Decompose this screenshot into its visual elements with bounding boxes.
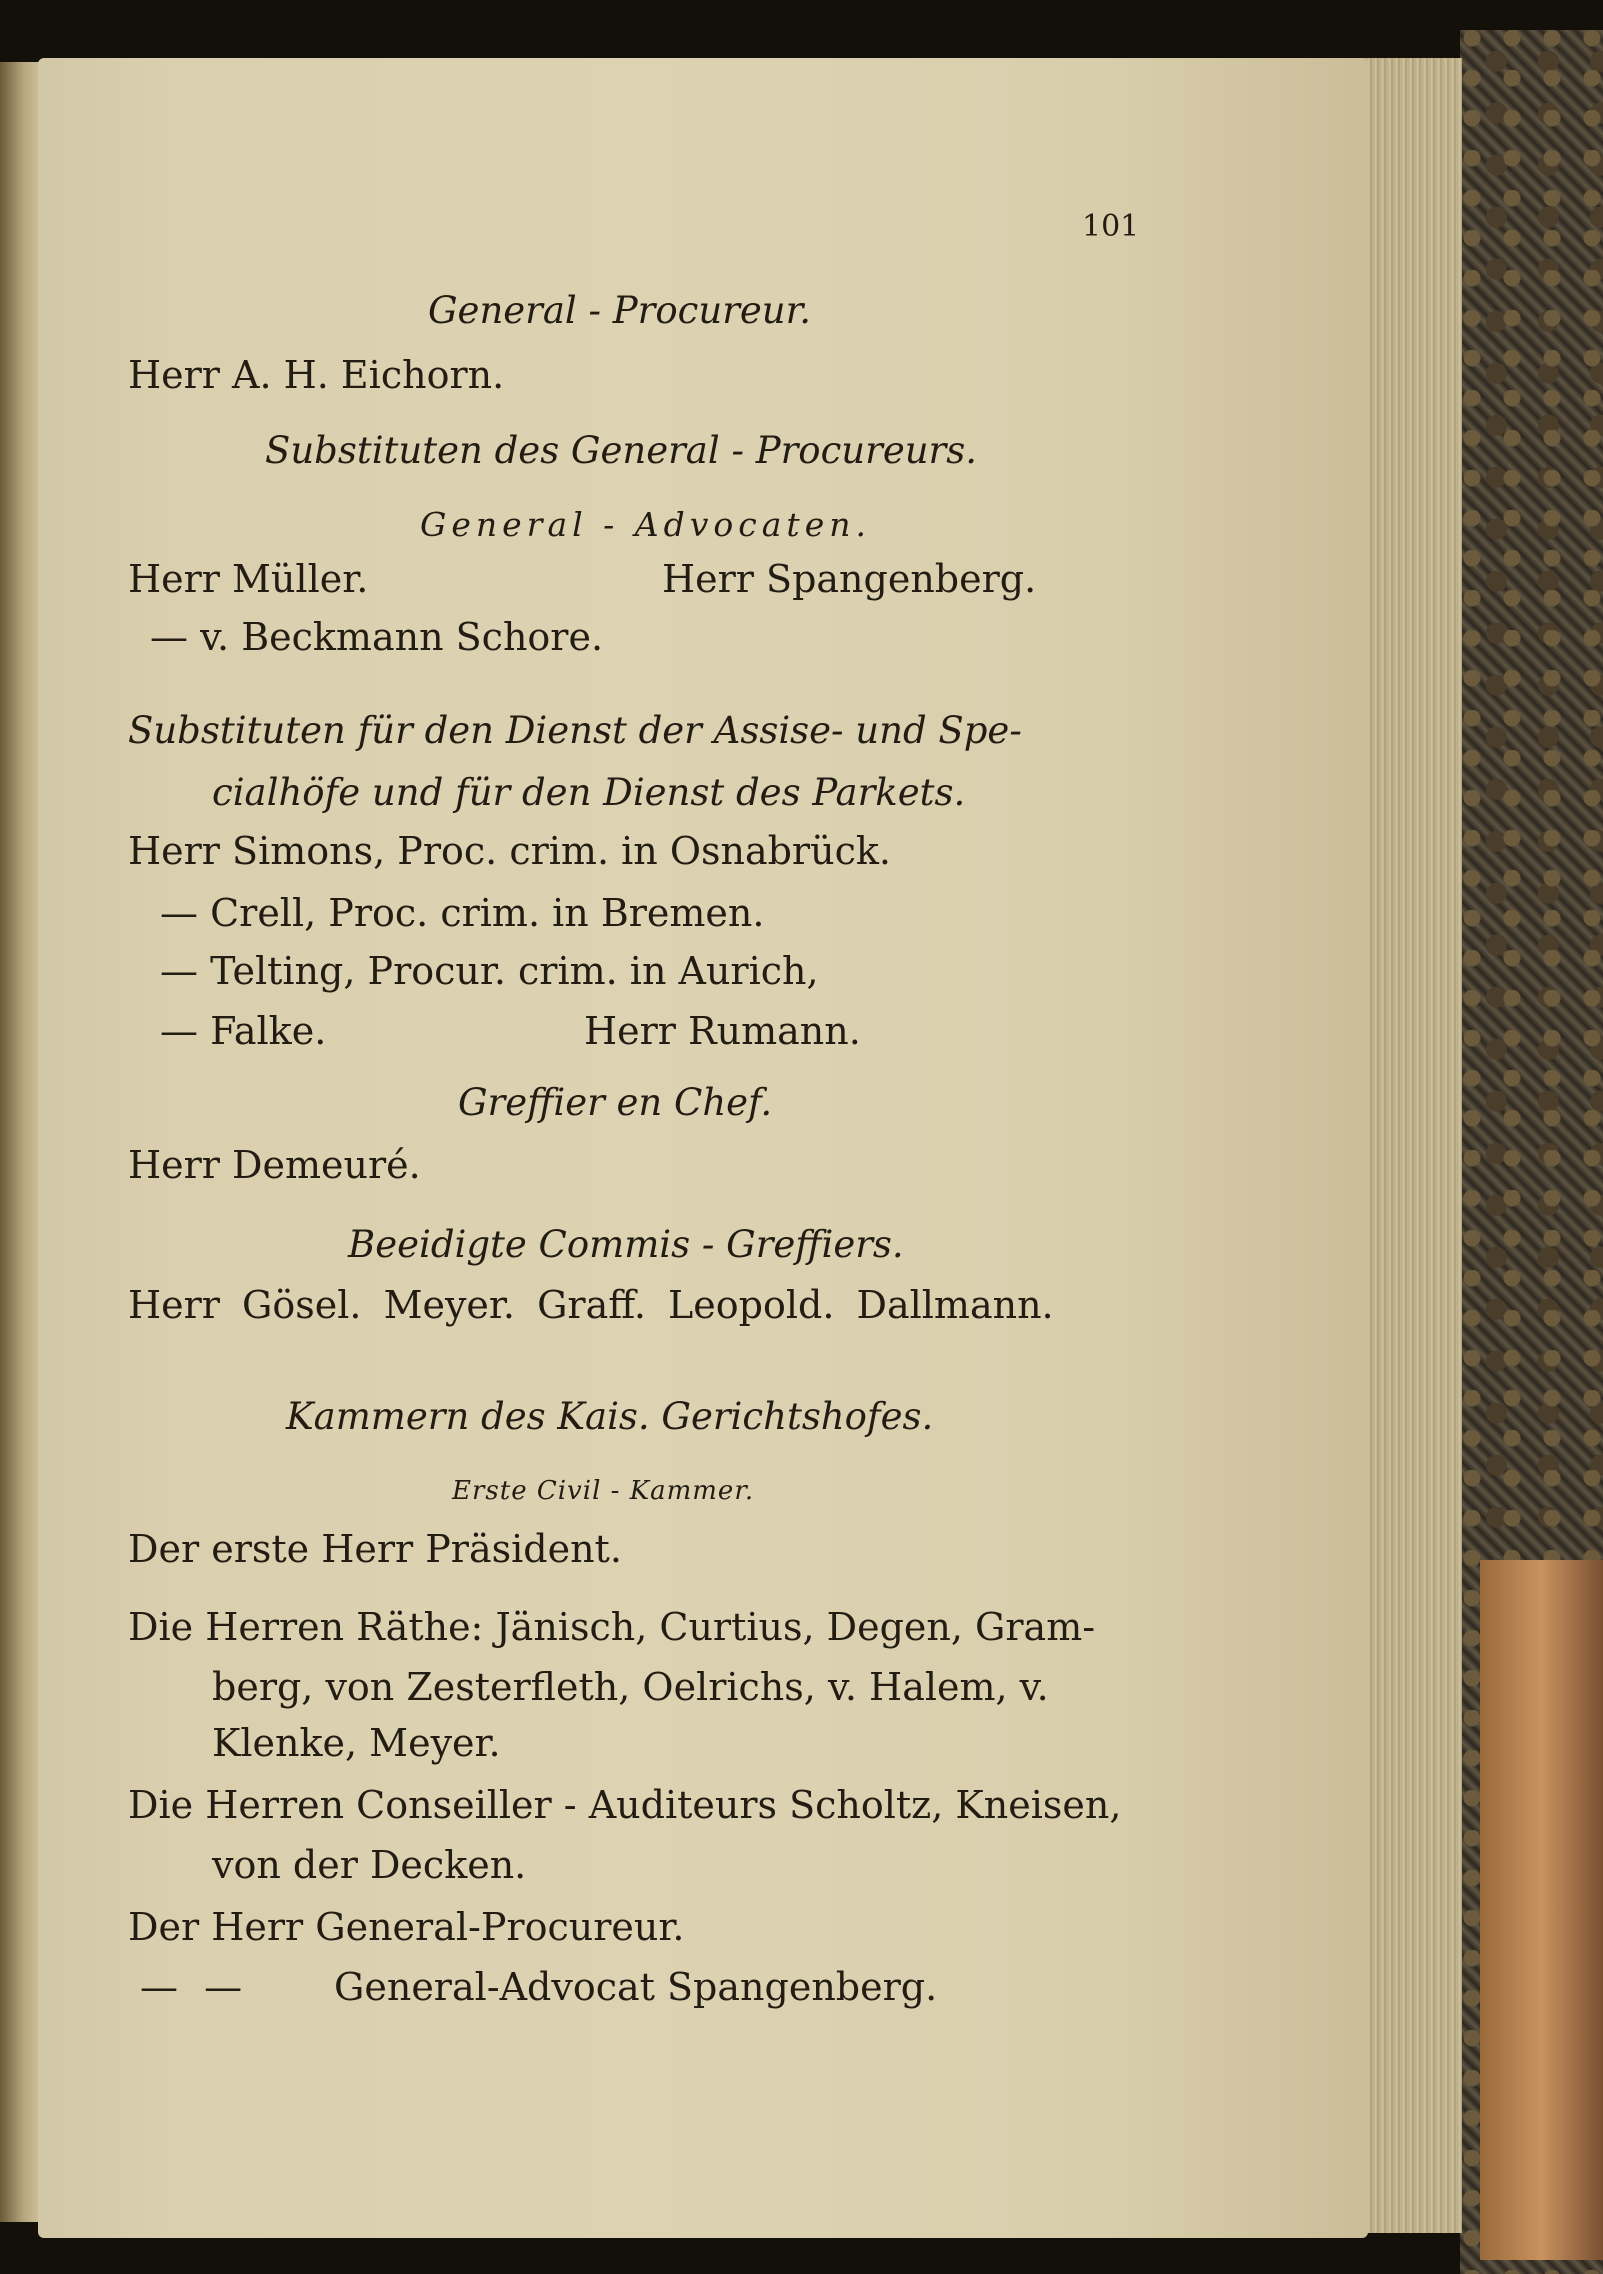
heading-substituten-dienst: Substituten für den Dienst der Assise- und Spe-	[128, 709, 1022, 752]
text-line: — Telting, Procur. crim. in Aurich,	[160, 949, 819, 993]
text-line: Herr Spangenberg.	[662, 557, 1037, 601]
page-number: 101	[1082, 209, 1140, 244]
text-line: Klenke, Meyer.	[212, 1721, 501, 1765]
heading-general-procureur: General - Procureur.	[428, 289, 811, 332]
heading-kammern: Kammern des Kais. Gerichtshofes.	[286, 1395, 934, 1438]
subheading-erste-civil-kammer: Erste Civil - Kammer.	[452, 1476, 755, 1506]
text-line: berg, von Zesterfleth, Oelrichs, v. Halem, v.	[212, 1665, 1049, 1709]
subheading-general-advocaten: General - Advocaten.	[420, 505, 871, 544]
text-line: Der erste Herr Präsident.	[128, 1527, 622, 1571]
text-line: Herr A. H. Eichorn.	[128, 353, 505, 397]
heading-substituten-dienst-cont: cialhöfe und für den Dienst des Parkets.	[212, 771, 966, 814]
text-line: — Crell, Proc. crim. in Bremen.	[160, 891, 765, 935]
text-line: Herr Gösel. Meyer. Graff. Leopold. Dallmann.	[128, 1283, 1054, 1327]
text-line: Herr Müller.	[128, 557, 369, 601]
text-line: Herr Rumann.	[584, 1009, 861, 1053]
text-line: Herr Demeuré.	[128, 1143, 421, 1187]
text-line: von der Decken.	[212, 1843, 527, 1887]
text-line: — v. Beckmann Schore.	[150, 615, 604, 659]
text-dashes: — —	[140, 1965, 243, 2009]
text-line: Die Herren Conseiller - Auditeurs Scholtz, Kneisen,	[128, 1783, 1122, 1827]
heading-greffier: Greffier en Chef.	[458, 1081, 773, 1124]
leather-cover-edge	[1480, 1560, 1603, 2260]
text-line: Der Herr General-Procureur.	[128, 1905, 685, 1949]
text-line: — Falke.	[160, 1009, 327, 1053]
text-line: General-Advocat Spangenberg.	[334, 1965, 938, 2009]
text-line: Die Herren Räthe: Jänisch, Curtius, Degen, Gram-	[128, 1605, 1096, 1649]
text-line: Herr Simons, Proc. crim. in Osnabrück.	[128, 829, 891, 873]
heading-commis-greffiers: Beeidigte Commis - Greffiers.	[348, 1223, 904, 1266]
heading-substituten-gp: Substituten des General - Procureurs.	[265, 429, 977, 472]
left-page-edge	[0, 62, 40, 2222]
